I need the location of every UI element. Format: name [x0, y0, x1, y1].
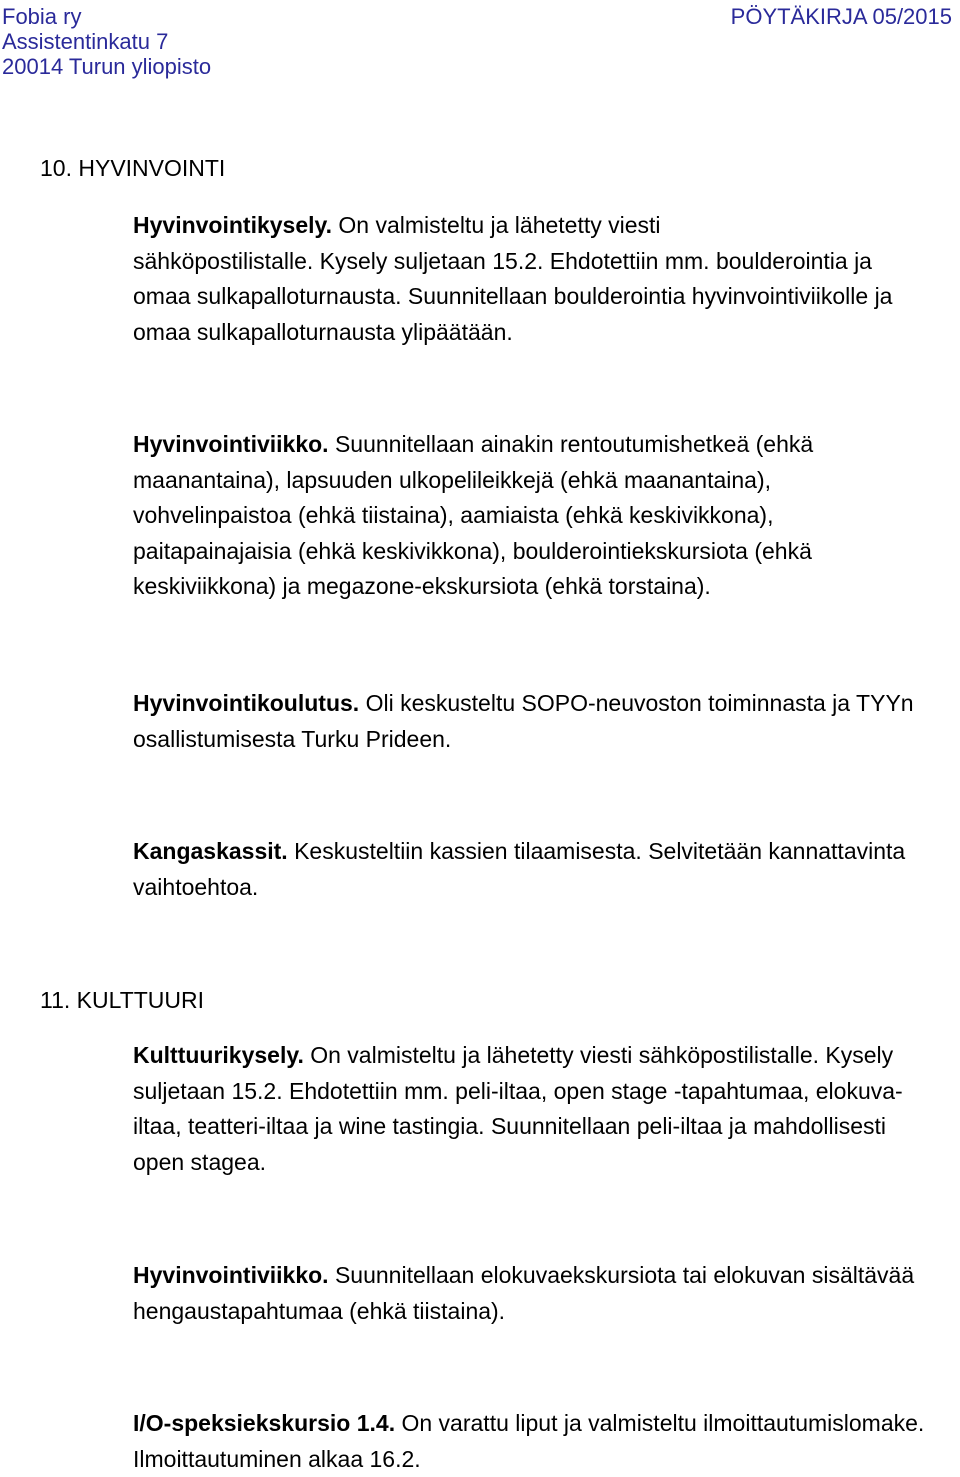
paragraph-text: omaa sulkapalloturnausta. Suunnitellaan boulderointia hyvinvointiviikolle ja: [133, 279, 892, 315]
paragraph-text: keskiviikkona) ja megazone-ekskursiota (ehkä torstaina).: [133, 569, 813, 605]
paragraph-title: Kulttuurikysely.: [133, 1042, 304, 1068]
org-name: Fobia ry: [2, 4, 211, 29]
paragraph-text: vohvelinpaistoa (ehkä tiistaina), aamiaista (ehkä keskivikkona),: [133, 498, 813, 534]
paragraph-title: Hyvinvointikoulutus.: [133, 690, 359, 716]
street-address: Assistentinkatu 7: [2, 29, 211, 54]
paragraph-text: paitapainajaisia (ehkä keskivikkona), boulderointiekskursiota (ehkä: [133, 534, 813, 570]
paragraph-text: On valmisteltu ja lähetetty viesti sähköpostilistalle. Kysely: [304, 1042, 893, 1068]
document-id: PÖYTÄKIRJA 05/2015: [731, 4, 952, 29]
paragraph-text: Keskusteltiin kassien tilaamisesta. Selvitetään kannattavinta: [288, 838, 906, 864]
paragraph-text: open stagea.: [133, 1145, 903, 1181]
paragraph-text: On varattu liput ja valmisteltu ilmoittautumislomake.: [395, 1410, 924, 1436]
paragraph-text: Ilmoittautuminen alkaa 16.2.: [133, 1442, 924, 1477]
paragraph-title: Kangaskassit.: [133, 838, 288, 864]
section-heading-11: 11. KULTTUURI: [40, 985, 204, 1015]
paragraph-text: sähköpostilistalle. Kysely suljetaan 15.2. Ehdotettiin mm. boulderointia ja: [133, 244, 892, 280]
paragraph-hyvinvointiviikko-2: [133, 1258, 914, 1329]
paragraph-hyvinvointikysely: [133, 208, 892, 350]
letterhead-address: [2, 4, 211, 79]
paragraph-text: Suunnitellaan ainakin rentoutumishetkeä (ehkä: [329, 431, 814, 457]
paragraph-text: iltaa, teatteri-iltaa ja wine tastingia. Suunnitellaan peli-iltaa ja mahdollisesti: [133, 1109, 903, 1145]
paragraph-hyvinvointikoulutus: [133, 686, 914, 757]
paragraph-io-speksiekskursio: [133, 1406, 924, 1477]
paragraph-text: maanantaina), lapsuuden ulkopelileikkejä (ehkä maanantaina),: [133, 463, 813, 499]
paragraph-text: Suunnitellaan elokuvaekskursiota tai elokuvan sisältävää: [329, 1262, 915, 1288]
section-heading-10: 10. HYVINVOINTI: [40, 153, 225, 183]
paragraph-hyvinvointiviikko: [133, 427, 813, 605]
paragraph-text: vaihtoehtoa.: [133, 870, 905, 906]
paragraph-kangaskassit: [133, 834, 905, 905]
postal-address: 20014 Turun yliopisto: [2, 54, 211, 79]
paragraph-title: Hyvinvointikysely.: [133, 212, 332, 238]
paragraph-title: I/O-speksiekskursio 1.4.: [133, 1410, 395, 1436]
paragraph-text: On valmisteltu ja lähetetty viesti: [332, 212, 661, 238]
paragraph-text: omaa sulkapalloturnausta ylipäätään.: [133, 315, 892, 351]
paragraph-title: Hyvinvointiviikko.: [133, 431, 329, 457]
paragraph-text: hengaustapahtumaa (ehkä tiistaina).: [133, 1294, 914, 1330]
paragraph-kulttuurikysely: [133, 1038, 903, 1180]
paragraph-text: osallistumisesta Turku Prideen.: [133, 722, 914, 758]
paragraph-title: Hyvinvointiviikko.: [133, 1262, 329, 1288]
paragraph-text: Oli keskusteltu SOPO-neuvoston toiminnasta ja TYYn: [359, 690, 913, 716]
paragraph-text: suljetaan 15.2. Ehdotettiin mm. peli-iltaa, open stage -tapahtumaa, elokuva-: [133, 1074, 903, 1110]
